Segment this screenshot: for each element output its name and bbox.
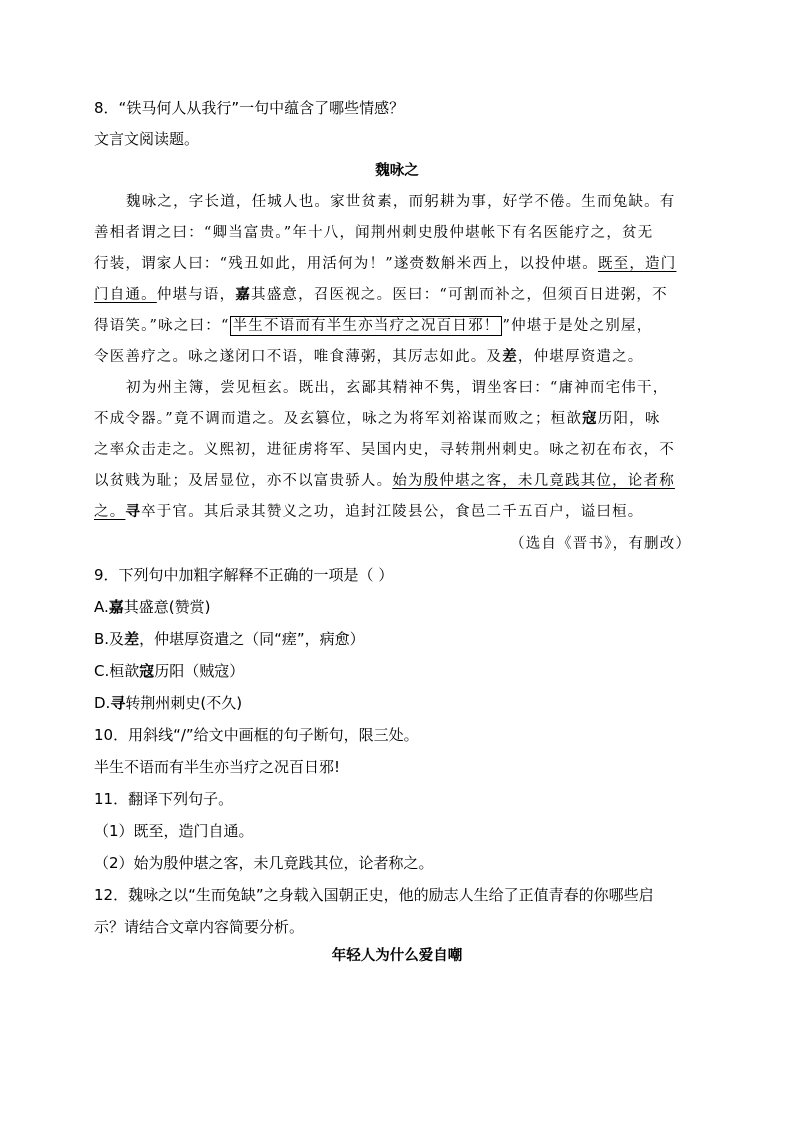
option-c (94, 660, 244, 681)
section-heading: 文言文阅读题。 (94, 130, 200, 148)
passage-line-2: 善相者谓之曰：“卿当富贵。”年十八，闻荆州刺史殷仲堪帐下有名医能疗之，贫无 (94, 225, 654, 241)
passage-line-3-text: 行装，谓家人曰：“残丑如此，用活何为！”遂赍数斛米西上，以投仲堪。 (94, 256, 598, 272)
option-d-prefix: D. (94, 694, 111, 712)
option-d-bold: 寻 (110, 694, 126, 712)
bold-char-chai: 差 (502, 348, 518, 365)
question-12-line-1: 12．魏咏之以“生而兔缺”之身载入国朝正史，他的励志人生给了正值青春的你哪些启 (94, 886, 654, 904)
passage-line-11-rest: 卒于官。其后录其赞义之功，追封江陵县公，食邑二千五百户，谥曰桓。 (141, 504, 644, 520)
passage-line-9: 之率众击走之。义熙初，进征虏将军、吴国内史，寻转荆州刺史。咏之初在布衣，不 (94, 442, 675, 458)
passage-source: （选自《晋书》，有删改） (510, 536, 692, 552)
passage-line-5-text: 得语笑。”咏之曰：“ (94, 318, 230, 334)
boxed-sentence: 半生不语而有半生亦当疗之况百日邪！ (230, 316, 503, 336)
question-9: 9．下列句中加粗字解释不正确的一项是（ ） (94, 566, 394, 584)
passage-line-8-text: 不成令器。”竟不调而遣之。及玄篡位，咏之为将军刘裕谋而败之；桓歆 (94, 411, 583, 427)
passage-line-5-rest: ”仲堪于是处之别屋， (502, 318, 653, 334)
passage-line-3 (94, 252, 676, 273)
underlined-sentence-1a: 既至，造门 (597, 256, 677, 272)
question-10: 10．用斜线“/”给文中画框的句子断句，限三处。 (94, 726, 419, 744)
passage-line-6-text: 令医善疗之。咏之遂闭口不语，唯食薄粥，其厉志如此。及 (94, 349, 503, 365)
question-10-sentence: 半生不语而有半生亦当疗之况百日邪! (94, 758, 341, 776)
passage-line-1: 魏咏之，字长道，任城人也。家世贫素，而躬耕为事，好学不倦。生而兔缺。有 (126, 194, 676, 210)
passage-line-8-rest: 历阳，咏 (597, 411, 661, 427)
option-b-prefix: B.及 (94, 630, 125, 648)
option-c-text: 历阳（贼寇） (154, 662, 245, 680)
passage-line-7: 初为州主簿，尝见桓玄。既出，玄鄙其精神不隽，谓坐客曰：“庸神而宅伟干， (126, 380, 669, 396)
question-11-part-1: （1）既至，造门自通。 (94, 822, 254, 840)
underlined-sentence-2a: 始为殷仲堪之客，未几竟践其位，论者称 (392, 473, 675, 489)
passage-line-4-rest: 其盛意，召医视之。医曰：“可割而补之，但须百日进粥，不 (251, 287, 668, 303)
option-b (94, 628, 365, 649)
option-a-prefix: A. (94, 598, 109, 616)
option-a (94, 596, 211, 617)
bold-char-jia: 嘉 (235, 286, 252, 303)
passage-line-6 (94, 345, 644, 366)
bold-char-xun: 寻 (125, 503, 142, 520)
passage-line-6-rest: ，仲堪厚资遣之。 (517, 349, 644, 365)
passage-line-10-text: 以贫贱为耻；及居显位，亦不以富贵骄人。 (94, 473, 393, 489)
option-c-prefix: C.桓歆 (94, 662, 140, 680)
passage-line-10 (94, 469, 675, 490)
next-passage-title: 年轻人为什么爱自嘲 (331, 947, 463, 964)
bold-char-kou: 寇 (582, 410, 598, 427)
option-b-bold: 差 (124, 630, 140, 648)
passage-line-4 (94, 283, 668, 304)
question-12-line-2: 示？请结合文章内容简要分析。 (94, 918, 305, 936)
passage-title: 魏咏之 (375, 162, 419, 179)
underlined-sentence-1b: 门自通。 (94, 287, 157, 303)
passage-line-11 (94, 500, 644, 521)
option-a-text: 其盛意(赞赏) (123, 598, 211, 616)
question-8: 8．“铁马何人从我行”一句中蕴含了哪些情感？ (94, 99, 405, 117)
option-d (94, 692, 242, 713)
option-b-text: ，仲堪厚资遣之（同“瘥”，病愈） (139, 630, 365, 648)
passage-line-8 (94, 407, 661, 428)
passage-line-5 (94, 314, 652, 335)
question-11-part-2: （2）始为殷仲堪之客，未几竟践其位，论者称之。 (94, 854, 434, 872)
question-11: 11．翻译下列句子。 (94, 790, 234, 808)
passage-line-4-text: 仲堪与语， (156, 287, 236, 303)
underlined-sentence-2b: 之。 (94, 504, 126, 520)
option-a-bold: 嘉 (108, 598, 124, 616)
option-c-bold: 寇 (139, 662, 155, 680)
option-d-text: 转荆州刺史(不久) (125, 694, 243, 712)
